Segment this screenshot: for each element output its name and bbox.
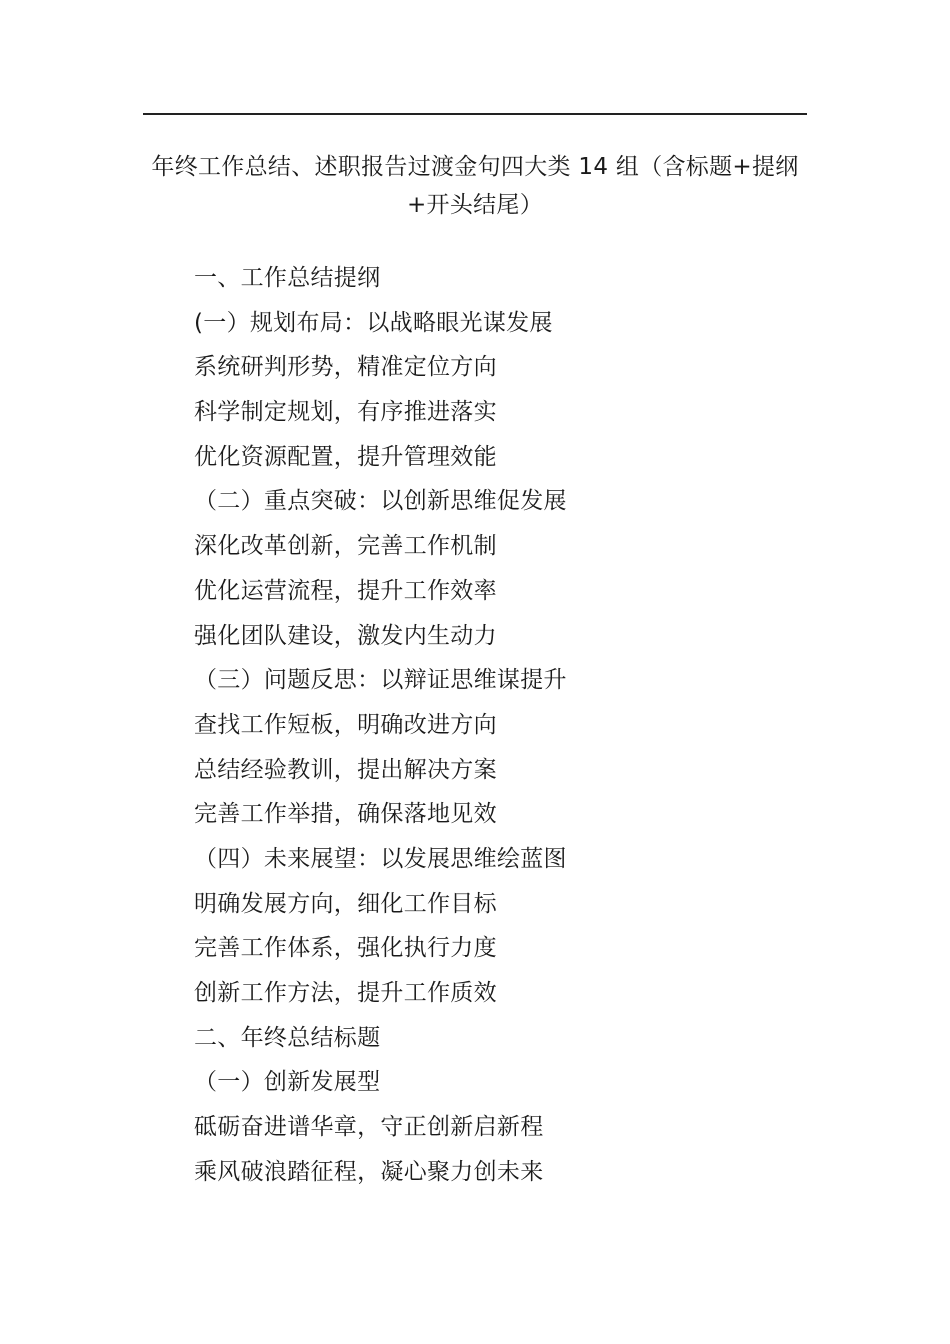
subsection-heading: （四）未来展望：以发展思维绘蓝图 (194, 845, 567, 872)
section-heading-outline: 一、工作总结提纲 (194, 265, 381, 291)
body-line: 创新工作方法，提升工作质效 (194, 980, 497, 1006)
body-line: 科学制定规划，有序推进落实 (194, 399, 497, 426)
title-line-2: +开头结尾） (406, 192, 544, 218)
body-line: 明确发展方向，细化工作目标 (194, 890, 497, 917)
subsection-heading: （一）创新发展型 (194, 1069, 381, 1096)
body-line: 查找工作短板，明确改进方向 (194, 711, 497, 738)
subsection-heading: （二）重点突破：以创新思维促发展 (194, 488, 567, 515)
body-line: 完善工作体系，强化执行力度 (194, 935, 497, 962)
document-title (143, 148, 807, 224)
body-line: 优化运营流程，提升工作效率 (194, 577, 497, 604)
subsection-heading: （三）问题反思：以辩证思维谋提升 (194, 667, 567, 694)
section-heading-titles: 二、年终总结标题 (194, 1024, 381, 1051)
body-line: 优化资源配置，提升管理效能 (194, 443, 497, 470)
body-line: 深化改革创新，完善工作机制 (194, 533, 497, 560)
body-line: 完善工作举措，确保落地见效 (194, 801, 497, 828)
header-rule (143, 113, 807, 115)
body-line: 乘风破浪踏征程，凝心聚力创未来 (194, 1158, 544, 1185)
document-body (194, 256, 814, 1194)
body-line: 系统研判形势，精准定位方向 (194, 354, 497, 381)
title-line-1: 年终工作总结、述职报告过渡金句四大类 14 组（含标题+提纲 (151, 154, 799, 180)
body-line: 强化团队建设，激发内生动力 (194, 622, 497, 649)
body-line: 总结经验教训，提出解决方案 (194, 756, 497, 783)
body-line: 砥砺奋进谱华章，守正创新启新程 (194, 1114, 544, 1141)
subsection-heading: (一）规划布局：以战略眼光谋发展 (194, 309, 553, 336)
